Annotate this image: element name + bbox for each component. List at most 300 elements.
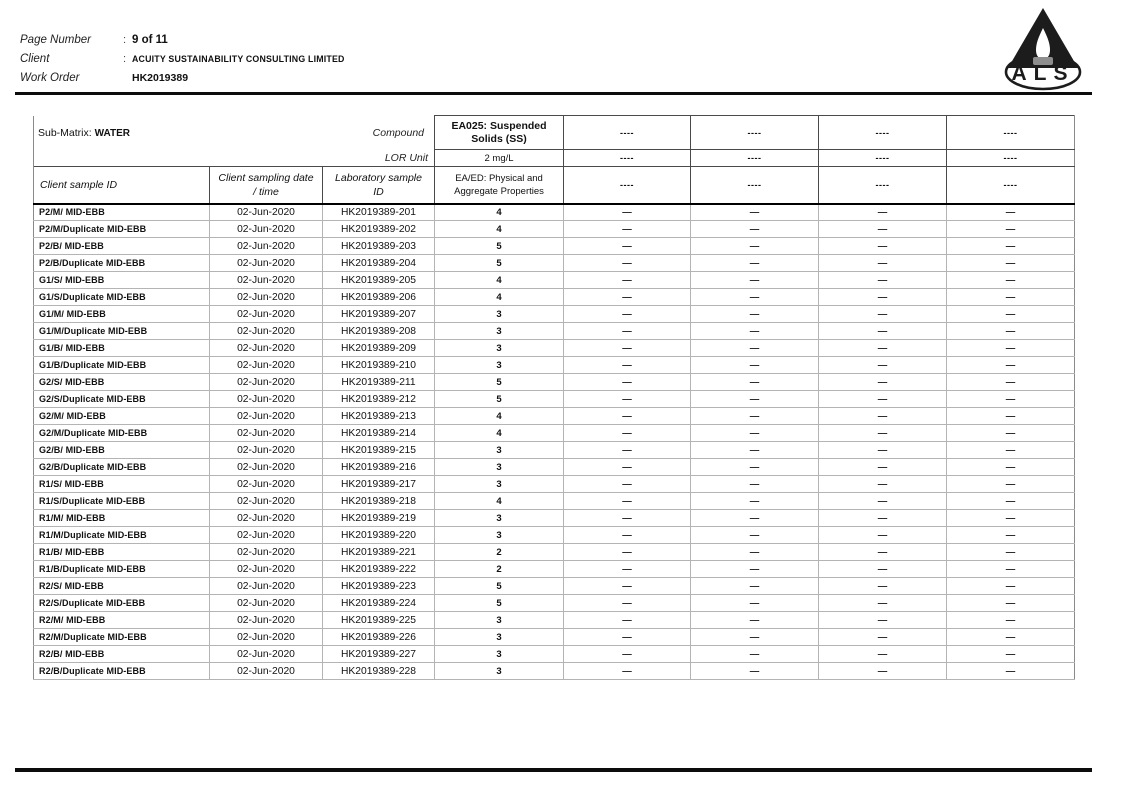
table-row — [34, 493, 1075, 510]
empty-result: — — [947, 408, 1075, 425]
column-header-row — [34, 167, 1075, 204]
col-header-lab-sample-line1: Laboratory sample — [335, 171, 422, 184]
empty-result: — — [564, 595, 691, 612]
lab-sample-id: HK2019389-202 — [323, 221, 435, 238]
lab-sample-id: HK2019389-222 — [323, 561, 435, 578]
empty-result: — — [691, 476, 819, 493]
sampling-date: 02-Jun-2020 — [210, 425, 323, 442]
empty-result: — — [691, 561, 819, 578]
result-value: 3 — [435, 442, 564, 459]
empty-result: — — [819, 510, 947, 527]
empty-result: — — [947, 425, 1075, 442]
empty-result: — — [819, 221, 947, 238]
empty-result: — — [691, 221, 819, 238]
empty-result: — — [947, 374, 1075, 391]
client-label: Client — [20, 53, 50, 65]
client-sample-id: R1/M/ MID-EBB — [34, 510, 210, 527]
sampling-date: 02-Jun-2020 — [210, 459, 323, 476]
empty-result: — — [564, 340, 691, 357]
lab-sample-id: HK2019389-226 — [323, 629, 435, 646]
sampling-date: 02-Jun-2020 — [210, 493, 323, 510]
lab-sample-id: HK2019389-205 — [323, 272, 435, 289]
empty-result: — — [564, 204, 691, 221]
empty-result: — — [691, 578, 819, 595]
client-sample-id: G1/M/ MID-EBB — [34, 306, 210, 323]
table-row — [34, 646, 1075, 663]
empty-result: — — [691, 391, 819, 408]
col-header-lab-sample-line2: ID — [373, 185, 384, 198]
result-value: 3 — [435, 306, 564, 323]
sub-matrix-value: WATER — [94, 127, 130, 139]
result-value: 4 — [435, 425, 564, 442]
compound-header-row — [34, 116, 1075, 150]
empty-result: — — [947, 476, 1075, 493]
empty-result: — — [691, 238, 819, 255]
empty-result: — — [564, 374, 691, 391]
empty-result: — — [947, 612, 1075, 629]
empty-result: — — [564, 408, 691, 425]
placeholder-lor-cell: ---- — [691, 150, 819, 167]
empty-result: — — [564, 493, 691, 510]
empty-result: — — [947, 289, 1075, 306]
empty-result: — — [819, 459, 947, 476]
page-header — [20, 34, 345, 91]
lor-unit-row — [34, 150, 1075, 167]
empty-result: — — [819, 561, 947, 578]
table-row — [34, 272, 1075, 289]
empty-result: — — [947, 578, 1075, 595]
client-sample-id: P2/M/ MID-EBB — [34, 204, 210, 221]
client-sample-id: G2/B/Duplicate MID-EBB — [34, 459, 210, 476]
empty-result: — — [691, 510, 819, 527]
lab-sample-id: HK2019389-215 — [323, 442, 435, 459]
client-sample-id: R2/B/Duplicate MID-EBB — [34, 663, 210, 680]
empty-result: — — [564, 561, 691, 578]
lor-unit-label: LOR Unit — [384, 151, 429, 164]
placeholder-lor-cell: ---- — [819, 150, 947, 167]
placeholder-compound-cell: ---- — [947, 116, 1075, 150]
empty-result: — — [819, 238, 947, 255]
col-header-client-sample-id: Client sample ID — [34, 167, 210, 204]
empty-result: — — [819, 544, 947, 561]
empty-result: — — [691, 459, 819, 476]
sampling-date: 02-Jun-2020 — [210, 476, 323, 493]
separator-colon: : — [123, 53, 127, 65]
empty-result: — — [691, 646, 819, 663]
result-value: 3 — [435, 459, 564, 476]
empty-result: — — [819, 646, 947, 663]
client-sample-id: R2/S/Duplicate MID-EBB — [34, 595, 210, 612]
sampling-date: 02-Jun-2020 — [210, 255, 323, 272]
empty-result: — — [947, 493, 1075, 510]
result-value: 3 — [435, 612, 564, 629]
lab-sample-id: HK2019389-220 — [323, 527, 435, 544]
empty-result: — — [947, 204, 1075, 221]
result-value: 3 — [435, 646, 564, 663]
sampling-date: 02-Jun-2020 — [210, 442, 323, 459]
client-sample-id: P2/M/Duplicate MID-EBB — [34, 221, 210, 238]
table-row — [34, 663, 1075, 680]
placeholder-compound-cell: ---- — [691, 116, 819, 150]
sampling-date: 02-Jun-2020 — [210, 357, 323, 374]
sampling-date: 02-Jun-2020 — [210, 646, 323, 663]
empty-result: — — [819, 408, 947, 425]
lab-sample-id: HK2019389-218 — [323, 493, 435, 510]
table-row — [34, 323, 1075, 340]
empty-result: — — [691, 612, 819, 629]
sampling-date: 02-Jun-2020 — [210, 323, 323, 340]
empty-result: — — [691, 663, 819, 680]
client-sample-id: R1/B/ MID-EBB — [34, 544, 210, 561]
sampling-date: 02-Jun-2020 — [210, 561, 323, 578]
lab-sample-id: HK2019389-217 — [323, 476, 435, 493]
empty-result: — — [564, 544, 691, 561]
empty-result: — — [564, 272, 691, 289]
table-row — [34, 289, 1075, 306]
client-sample-id: P2/B/Duplicate MID-EBB — [34, 255, 210, 272]
table-row — [34, 442, 1075, 459]
empty-result: — — [947, 340, 1075, 357]
table-row — [34, 629, 1075, 646]
empty-result: — — [564, 646, 691, 663]
empty-result: — — [564, 289, 691, 306]
result-value: 3 — [435, 629, 564, 646]
svg-text:ALS: ALS — [1011, 62, 1075, 85]
client-sample-id: G1/B/ MID-EBB — [34, 340, 210, 357]
empty-result: — — [819, 374, 947, 391]
client-sample-id: G2/M/Duplicate MID-EBB — [34, 425, 210, 442]
client-sample-id: G2/B/ MID-EBB — [34, 442, 210, 459]
sub-matrix — [38, 127, 130, 139]
result-value: 4 — [435, 408, 564, 425]
analyte-name-line1: EA025: Suspended — [451, 119, 547, 132]
sampling-date: 02-Jun-2020 — [210, 663, 323, 680]
result-value: 3 — [435, 527, 564, 544]
empty-result: — — [819, 204, 947, 221]
lab-sample-id: HK2019389-208 — [323, 323, 435, 340]
empty-result: — — [564, 357, 691, 374]
lab-sample-id: HK2019389-221 — [323, 544, 435, 561]
method-name-line1: EA/ED: Physical and — [455, 172, 543, 184]
table-row — [34, 425, 1075, 442]
placeholder-lor-cell: ---- — [564, 150, 691, 167]
client-sample-id: G2/S/Duplicate MID-EBB — [34, 391, 210, 408]
empty-result: — — [564, 323, 691, 340]
result-value: 4 — [435, 204, 564, 221]
empty-result: — — [819, 476, 947, 493]
lab-sample-id: HK2019389-212 — [323, 391, 435, 408]
sampling-date: 02-Jun-2020 — [210, 238, 323, 255]
empty-result: — — [691, 272, 819, 289]
client-sample-id: G1/M/Duplicate MID-EBB — [34, 323, 210, 340]
lab-sample-id: HK2019389-228 — [323, 663, 435, 680]
empty-result: — — [564, 476, 691, 493]
col-header-sampling-date — [210, 167, 323, 204]
empty-result: — — [819, 527, 947, 544]
sampling-date: 02-Jun-2020 — [210, 578, 323, 595]
empty-result: — — [947, 544, 1075, 561]
table-row — [34, 221, 1075, 238]
work-order-label: Work Order — [20, 72, 80, 84]
empty-result: — — [947, 595, 1075, 612]
result-value: 3 — [435, 476, 564, 493]
submatrix-compound-cell — [34, 116, 435, 150]
empty-result: — — [947, 442, 1075, 459]
als-logo-icon — [993, 6, 1093, 92]
empty-result: — — [819, 289, 947, 306]
empty-result: — — [819, 442, 947, 459]
empty-result: — — [947, 323, 1075, 340]
result-value: 3 — [435, 663, 564, 680]
lab-sample-id: HK2019389-227 — [323, 646, 435, 663]
result-value: 2 — [435, 544, 564, 561]
client-value: ACUITY SUSTAINABILITY CONSULTING LIMITED — [132, 54, 345, 64]
page-number-row — [20, 34, 345, 53]
client-sample-id: G1/S/ MID-EBB — [34, 272, 210, 289]
table-row — [34, 357, 1075, 374]
client-sample-id: R1/S/Duplicate MID-EBB — [34, 493, 210, 510]
sampling-date: 02-Jun-2020 — [210, 629, 323, 646]
sampling-date: 02-Jun-2020 — [210, 374, 323, 391]
placeholder-method-cell: ---- — [691, 167, 819, 204]
empty-result: — — [691, 527, 819, 544]
work-order-row — [20, 72, 345, 91]
empty-result: — — [691, 595, 819, 612]
empty-result: — — [819, 612, 947, 629]
result-value: 3 — [435, 357, 564, 374]
empty-result: — — [947, 629, 1075, 646]
empty-result: — — [947, 255, 1075, 272]
table-row — [34, 204, 1075, 221]
result-value: 5 — [435, 595, 564, 612]
sampling-date: 02-Jun-2020 — [210, 204, 323, 221]
table-row — [34, 510, 1075, 527]
empty-result: — — [819, 306, 947, 323]
result-value: 5 — [435, 255, 564, 272]
page-number-value: 9 of 11 — [132, 34, 168, 46]
result-value: 3 — [435, 323, 564, 340]
result-value: 4 — [435, 493, 564, 510]
empty-result: — — [691, 340, 819, 357]
sampling-date: 02-Jun-2020 — [210, 289, 323, 306]
placeholder-method-cell: ---- — [564, 167, 691, 204]
result-value: 4 — [435, 272, 564, 289]
method-name-cell — [435, 167, 564, 204]
col-header-sampling-date-line1: Client sampling date — [218, 171, 314, 184]
sampling-date: 02-Jun-2020 — [210, 391, 323, 408]
result-value: 5 — [435, 374, 564, 391]
result-value: 3 — [435, 510, 564, 527]
lab-sample-id: HK2019389-224 — [323, 595, 435, 612]
empty-result: — — [819, 323, 947, 340]
lab-sample-id: HK2019389-209 — [323, 340, 435, 357]
empty-result: — — [564, 442, 691, 459]
client-sample-id: R2/M/ MID-EBB — [34, 612, 210, 629]
lab-sample-id: HK2019389-214 — [323, 425, 435, 442]
empty-result: — — [819, 340, 947, 357]
empty-result: — — [691, 204, 819, 221]
lab-sample-id: HK2019389-219 — [323, 510, 435, 527]
placeholder-method-cell: ---- — [947, 167, 1075, 204]
empty-result: — — [947, 306, 1075, 323]
empty-result: — — [691, 255, 819, 272]
empty-result: — — [819, 629, 947, 646]
sampling-date: 02-Jun-2020 — [210, 221, 323, 238]
table-row — [34, 595, 1075, 612]
separator-colon: : — [123, 34, 127, 46]
table-row — [34, 561, 1075, 578]
lab-sample-id: HK2019389-201 — [323, 204, 435, 221]
empty-result: — — [564, 255, 691, 272]
client-sample-id: G2/S/ MID-EBB — [34, 374, 210, 391]
empty-result: — — [564, 510, 691, 527]
sub-matrix-label: Sub-Matrix: — [38, 126, 92, 139]
empty-result: — — [819, 425, 947, 442]
footer-rule — [15, 768, 1092, 772]
lab-sample-id: HK2019389-216 — [323, 459, 435, 476]
lab-sample-id: HK2019389-213 — [323, 408, 435, 425]
placeholder-compound-cell: ---- — [564, 116, 691, 150]
client-sample-id: G2/M/ MID-EBB — [34, 408, 210, 425]
empty-result: — — [947, 527, 1075, 544]
empty-result: — — [564, 238, 691, 255]
method-name-line2: Aggregate Properties — [454, 185, 544, 197]
empty-result: — — [947, 238, 1075, 255]
col-header-sampling-date-line2: / time — [253, 185, 279, 198]
empty-result: — — [564, 578, 691, 595]
empty-result: — — [947, 221, 1075, 238]
lab-sample-id: HK2019389-223 — [323, 578, 435, 595]
lab-sample-id: HK2019389-225 — [323, 612, 435, 629]
empty-result: — — [691, 289, 819, 306]
sampling-date: 02-Jun-2020 — [210, 544, 323, 561]
table-row — [34, 306, 1075, 323]
table-row — [34, 340, 1075, 357]
sampling-date: 02-Jun-2020 — [210, 306, 323, 323]
empty-result: — — [947, 459, 1075, 476]
table-row — [34, 238, 1075, 255]
analyte-name-cell — [435, 116, 564, 150]
empty-result: — — [691, 629, 819, 646]
empty-result: — — [819, 663, 947, 680]
sample-rows — [34, 204, 1075, 680]
empty-result: — — [819, 595, 947, 612]
client-sample-id: R1/S/ MID-EBB — [34, 476, 210, 493]
table-row — [34, 578, 1075, 595]
client-sample-id: R2/B/ MID-EBB — [34, 646, 210, 663]
header-divider-rule — [15, 92, 1092, 95]
client-sample-id: G1/S/Duplicate MID-EBB — [34, 289, 210, 306]
sampling-date: 02-Jun-2020 — [210, 272, 323, 289]
als-logo — [993, 6, 1093, 92]
empty-result: — — [564, 612, 691, 629]
lab-sample-id: HK2019389-204 — [323, 255, 435, 272]
sampling-date: 02-Jun-2020 — [210, 612, 323, 629]
table-row — [34, 459, 1075, 476]
sampling-date: 02-Jun-2020 — [210, 340, 323, 357]
empty-result: — — [819, 578, 947, 595]
empty-result: — — [691, 357, 819, 374]
empty-result: — — [564, 425, 691, 442]
result-value: 3 — [435, 340, 564, 357]
empty-result: — — [691, 493, 819, 510]
table-row — [34, 476, 1075, 493]
lab-sample-id: HK2019389-203 — [323, 238, 435, 255]
empty-result: — — [691, 374, 819, 391]
results-table-wrap — [33, 115, 1075, 680]
lor-unit-value-cell: 2 mg/L — [435, 150, 564, 167]
lor-unit-label-cell — [34, 150, 435, 167]
table-row — [34, 255, 1075, 272]
empty-result: — — [691, 323, 819, 340]
sampling-date: 02-Jun-2020 — [210, 595, 323, 612]
empty-result: — — [947, 561, 1075, 578]
result-value: 4 — [435, 289, 564, 306]
work-order-value: HK2019389 — [132, 72, 189, 84]
results-table — [33, 115, 1075, 680]
result-value: 5 — [435, 578, 564, 595]
sampling-date: 02-Jun-2020 — [210, 408, 323, 425]
empty-result: — — [819, 357, 947, 374]
empty-result: — — [691, 306, 819, 323]
empty-result: — — [691, 544, 819, 561]
empty-result: — — [564, 306, 691, 323]
page-number-label: Page Number — [20, 34, 91, 46]
client-sample-id: G1/B/Duplicate MID-EBB — [34, 357, 210, 374]
lab-sample-id: HK2019389-211 — [323, 374, 435, 391]
empty-result: — — [819, 255, 947, 272]
client-sample-id: P2/B/ MID-EBB — [34, 238, 210, 255]
empty-result: — — [819, 272, 947, 289]
empty-result: — — [947, 663, 1075, 680]
empty-result: — — [691, 442, 819, 459]
empty-result: — — [947, 357, 1075, 374]
empty-result: — — [947, 272, 1075, 289]
col-header-lab-sample-id — [323, 167, 435, 204]
client-row — [20, 53, 345, 72]
placeholder-compound-cell: ---- — [819, 116, 947, 150]
table-row — [34, 408, 1075, 425]
empty-result: — — [564, 221, 691, 238]
result-value: 4 — [435, 221, 564, 238]
table-row — [34, 612, 1075, 629]
result-value: 5 — [435, 238, 564, 255]
empty-result: — — [947, 391, 1075, 408]
sampling-date: 02-Jun-2020 — [210, 510, 323, 527]
empty-result: — — [564, 629, 691, 646]
empty-result: — — [691, 408, 819, 425]
sampling-date: 02-Jun-2020 — [210, 527, 323, 544]
empty-result: — — [819, 493, 947, 510]
table-row — [34, 374, 1075, 391]
empty-result: — — [564, 391, 691, 408]
empty-result: — — [564, 527, 691, 544]
table-row — [34, 391, 1075, 408]
client-sample-id: R1/B/Duplicate MID-EBB — [34, 561, 210, 578]
analyte-name-line2: Solids (SS) — [471, 132, 527, 145]
empty-result: — — [564, 663, 691, 680]
empty-result: — — [819, 391, 947, 408]
empty-result: — — [691, 425, 819, 442]
result-value: 5 — [435, 391, 564, 408]
empty-result: — — [947, 510, 1075, 527]
client-sample-id: R1/M/Duplicate MID-EBB — [34, 527, 210, 544]
table-row — [34, 544, 1075, 561]
client-sample-id: R2/S/ MID-EBB — [34, 578, 210, 595]
client-sample-id: R2/M/Duplicate MID-EBB — [34, 629, 210, 646]
empty-result: — — [947, 646, 1075, 663]
placeholder-method-cell: ---- — [819, 167, 947, 204]
